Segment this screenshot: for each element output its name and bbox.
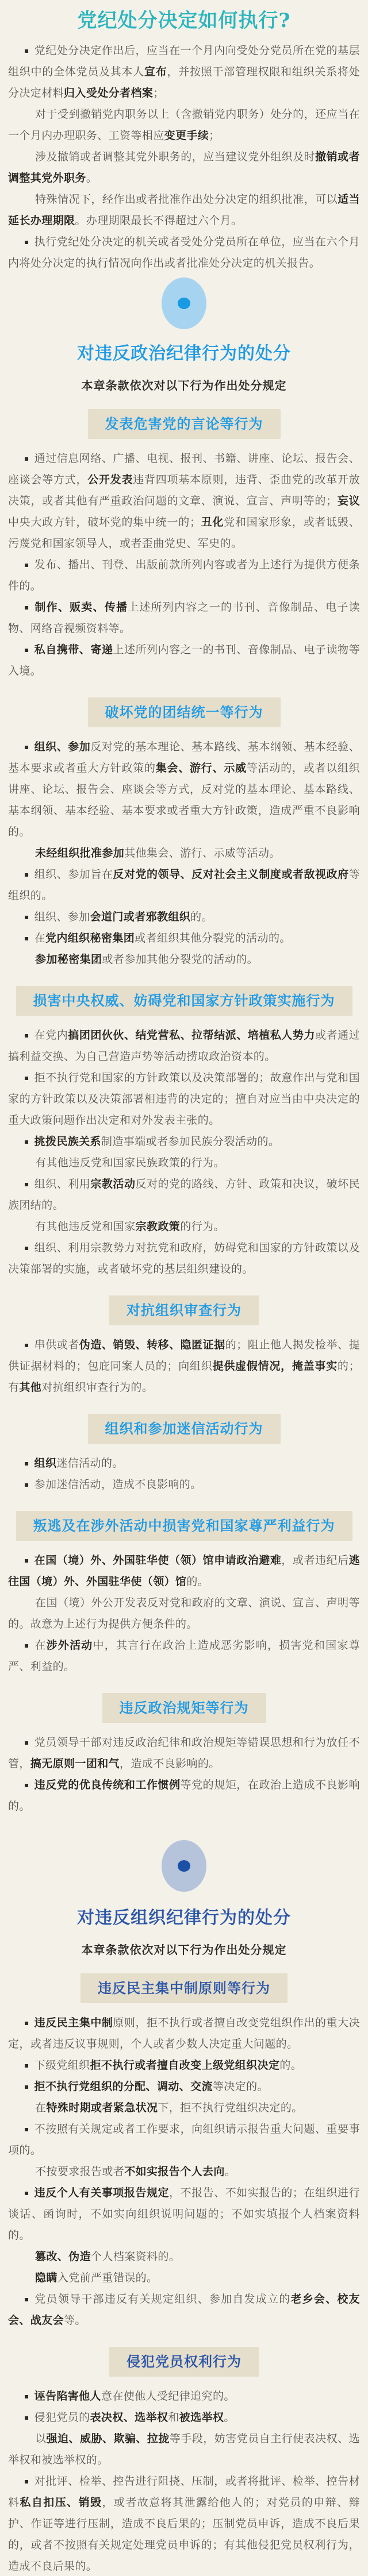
paragraph: ▪ 拒不执行党组织的分配、调动、交流等决定的。 <box>24 2080 269 2093</box>
chapter-subtitle: 本章条款依次对以下行为作出处分规定 <box>81 379 287 392</box>
paragraph: ▪ 组织、利用宗教活动反对的党的路线、方针、政策和决议，破坏民族团结的。 <box>8 1178 360 1212</box>
paragraph: 未经组织批准参加其他集会、游行、示威等活动。 <box>35 847 281 859</box>
bullet-square-icon: ▪ <box>24 2392 29 2400</box>
paragraph: 对于受到撤销党内职务以上（含撤销党内职务）处分的，还应当在一个月内办理职务、工资等相应变更手续； <box>8 108 360 142</box>
paragraph: ▪ 执行党纪处分决定的机关或者受处分党员所在单位，应当在六个月内将处分决定的执行情况向作出或者批准处分决定的机关报告。 <box>8 236 360 269</box>
group-heading: 叛逃及在涉外活动中损害党和国家尊严利益行为 <box>16 1511 352 1541</box>
paragraph: 不按要求报告或者不如实报告个人去向。 <box>35 2165 236 2178</box>
paragraph: ▪ 违反个人有关事项报告规定，不报告、不如实报告的；在组织进行谈话、函询时，不如实向组织说明问题的；不如实填报个人档案资料的。 <box>8 2186 360 2242</box>
paragraph: ▪ 在党内搞团团伙伙、结党营私、拉帮结派、培植私人势力或者通过搞利益交换、为自己营造声势等活动捞取政治资本的。 <box>8 1029 360 1063</box>
bullet-square-icon: ▪ <box>24 913 29 921</box>
paragraph: ▪ 党员领导干部违反有关规定组织、参加自发成立的老乡会、校友会、战友会等。 <box>8 2293 360 2327</box>
bullet-square-icon: ▪ <box>24 2125 29 2133</box>
bullet-square-icon: ▪ <box>24 1074 29 1082</box>
group-heading: 发表危害党的言论等行为 <box>88 409 281 439</box>
chapters-section <box>8 277 360 2576</box>
chapter-title: 对违反组织纪律行为的处分 <box>77 1908 291 1928</box>
paragraph: ▪ 在党内组织秘密集团或者组织其他分裂党的活动的。 <box>24 932 291 944</box>
paragraph: 有其他违反党和国家宗教政策的行为。 <box>35 1220 225 1233</box>
paragraph: 特殊情况下，经作出或者批准作出处分决定的组织批准，可以适当延长办理期限。办理期限最长不得超过六个月。 <box>8 193 360 227</box>
paragraph: ▪ 通过信息网络、广播、电视、报刊、书籍、讲座、论坛、报告会、座谈会等方式，公开发表违背四项基本原则，违背、歪曲党的改革开放决策，或者其他有严重政治问题的文章、演说、宣言、声明等的；妄议中央大政方针，破坏党的集中统一的；丑化党和国家形象，或者诋毁、污蔑党和国家领导人，或者歪曲党史、军史的。 <box>8 452 360 550</box>
bullet-square-icon: ▪ <box>24 1180 29 1188</box>
paragraph: ▪ 制作、贩卖、传播上述所列内容之一的书刊、音像制品、电子读物、网络音视频资料等。 <box>8 601 360 635</box>
paragraph: ▪ 党纪处分决定作出后，应当在一个月内向受处分党员所在党的基层组织中的全体党员及其本人宣布，并按照干部管理权限和组织关系将处分决定材料归入受处分者档案； <box>8 44 360 99</box>
bullet-square-icon: ▪ <box>24 561 29 569</box>
chapter-subtitle: 本章条款依次对以下行为作出处分规定 <box>81 1943 287 1957</box>
paragraph: ▪ 对批评、检举、控告进行阻挠、压制，或者将批评、检举、控告材料私自扣压、销毁，或者故意将其泄露给他人的；对党员的申辩、辩护、作证等进行压制，造成不良后果的；压制党员申诉，造成不良后果的，或者不按照有关规定处理党员申诉的；有其他侵犯党员权利行为，造成不良后果的。 <box>8 2475 360 2573</box>
paragraph: 涉及撤销或者调整其党外职务的，应当建议党外组织及时撤销或者调整其党外职务。 <box>8 151 360 184</box>
bullet-square-icon: ▪ <box>24 1641 30 1649</box>
paragraph: ▪ 串供或者伪造、销毁、转移、隐匿证据的；阻止他人揭发检举、提供证据材料的；包庇同案人员的；向组织提供虚假情况，掩盖事实的；有其他对抗组织审查行为的。 <box>8 1339 360 1394</box>
group-heading: 违反政治规矩等行为 <box>102 1693 266 1723</box>
bullet-square-icon: ▪ <box>24 1137 29 1146</box>
paragraph: ▪ 组织、利用宗教势力对抗党和政府，妨碍党和国家的方针政策以及决策部署的实施，或者破坏党的基层组织建设的。 <box>8 1241 360 1275</box>
bullet-square-icon: ▪ <box>24 2189 29 2197</box>
bullet-square-icon: ▪ <box>24 934 29 942</box>
paragraph: 篡改、伪造个人档案资料的。 <box>35 2250 181 2263</box>
bullet-square-icon: ▪ <box>24 2061 29 2069</box>
paragraph: ▪ 下级党组织拒不执行或者擅自改变上级党组织决定的。 <box>24 2059 302 2072</box>
bullet-square-icon: ▪ <box>24 1781 29 1789</box>
paragraph: ▪ 组织、参加反对党的基本理论、基本路线、基本纲领、基本经验、基本要求或者重大方针政策的集会、游行、示威等活动的，或者以组织讲座、论坛、报告会、座谈会等方式，反对党的基本理论、基本路线、基本纲领、基本经验、基本要求或者重大方针政策，造成严重不良影响的。 <box>8 741 361 838</box>
bullet-square-icon: ▪ <box>24 603 30 611</box>
bullet-square-icon: ▪ <box>24 646 29 654</box>
page-title: 党纪处分决定如何执行? <box>77 9 291 32</box>
bullet-square-icon: ▪ <box>24 1480 29 1488</box>
group-heading: 违反民主集中制原则等行为 <box>80 1973 288 2003</box>
bullet-square-icon: ▪ <box>24 47 29 55</box>
group-heading: 对抗组织审查行为 <box>109 1295 259 1325</box>
bullet-square-icon: ▪ <box>24 743 29 751</box>
paragraph: 在国（境）外公开发表反对党和政府的文章、演说、宣言、声明等的。故意为上述行为提供方便条件的。 <box>8 1596 360 1630</box>
paragraph: ▪ 发布、播出、刊登、出版前款所列内容或者为上述行为提供方便条件的。 <box>8 558 360 592</box>
group-heading: 侵犯党员权利行为 <box>109 2347 259 2377</box>
bullet-square-icon: ▪ <box>24 1556 29 1564</box>
bullet-square-icon: ▪ <box>24 1459 29 1467</box>
paragraph: ▪ 在涉外活动中，其言行在政治上造成恶劣影响，损害党和国家尊严、利益的。 <box>8 1639 360 1673</box>
paragraph: ▪ 组织迷信活动的。 <box>24 1457 124 1470</box>
inner-dot <box>178 298 190 309</box>
bullet-square-icon: ▪ <box>24 1341 29 1349</box>
intro-section <box>8 40 360 274</box>
paragraph: 以强迫、威胁、欺骗、拉拢等手段，妨害党员自主行使表决权、选举权和被选举权的。 <box>8 2432 361 2466</box>
bullet-square-icon: ▪ <box>24 870 29 878</box>
paragraph: ▪ 拒不执行党和国家的方针政策以及决策部署的；故意作出与党和国家的方针政策以及决策部署相违背的决定的；擅自对应当由中央决定的重大政策问题作出决定和对外发表主张的。 <box>8 1071 360 1127</box>
paragraph: ▪ 挑拨民族关系制造事端或者参加民族分裂活动的。 <box>24 1135 280 1148</box>
paragraph: ▪ 组织、参加旨在反对党的领导、反对社会主义制度或者敌视政府等组织的。 <box>8 868 360 902</box>
paragraph: ▪ 私自携带、寄递上述所列内容之一的书刊、音像制品、电子读物等入境。 <box>8 643 360 677</box>
bullet-square-icon: ▪ <box>24 1244 29 1252</box>
paragraph: 隐瞒入党前严重错误的。 <box>35 2272 158 2284</box>
paragraph: 在特殊时期或者紧急状况下，拒不执行党组织决定的。 <box>35 2101 303 2114</box>
group-heading: 损害中央权威、妨碍党和国家方针政策实施行为 <box>16 986 352 1016</box>
paragraph: 有其他违反党和国家民族政策的行为。 <box>35 1156 225 1169</box>
inner-dot <box>178 1860 190 1872</box>
dot-circle-icon <box>162 1840 206 1892</box>
group-heading: 破坏党的团结统一等行为 <box>88 697 281 727</box>
paragraph: ▪ 组织、参加会道门或者邪教组织的。 <box>24 911 213 923</box>
dot-circle-icon <box>162 277 206 329</box>
paragraph: ▪ 参加迷信活动，造成不良影响的。 <box>24 1478 202 1491</box>
paragraph: ▪ 违反民主集中制原则，拒不执行或者擅自改变党组织作出的重大决定，或者违反议事规则，个人或者少数人决定重大问题的。 <box>8 2016 360 2050</box>
bullet-square-icon: ▪ <box>24 2413 29 2421</box>
paragraph: ▪ 党员领导干部对违反政治纪律和政治规矩等错误思想和行为放任不管，搞无原则一团和气，造成不良影响的。 <box>8 1736 360 1770</box>
group-heading: 组织和参加迷信活动行为 <box>88 1414 281 1444</box>
bullet-square-icon: ▪ <box>24 238 29 246</box>
chapter-title: 对违反政治纪律行为的处分 <box>77 344 291 364</box>
bullet-square-icon: ▪ <box>24 1738 29 1746</box>
bullet-square-icon: ▪ <box>24 2083 29 2091</box>
paragraph: 参加秘密集团或者参加其他分裂党的活动的。 <box>35 953 259 966</box>
bullet-square-icon: ▪ <box>24 2295 30 2303</box>
paragraph: ▪ 侵犯党员的表决权、选举权和被选举权。 <box>24 2411 235 2424</box>
bullet-square-icon: ▪ <box>24 2477 29 2485</box>
paragraph: ▪ 不按照有关规定或者工作要求，向组织请示报告重大问题、重要事项的。 <box>8 2123 360 2157</box>
bullet-square-icon: ▪ <box>24 454 29 462</box>
bullet-square-icon: ▪ <box>24 1031 29 1039</box>
paragraph: ▪ 在国（境）外、外国驻华使（领）馆申请政治避难，或者违纪后逃往国（境）外、外国驻华使（领）馆的。 <box>8 1554 360 1588</box>
paragraph: ▪ 违反党的优良传统和工作惯例等党的规矩，在政治上造成不良影响的。 <box>8 1779 360 1813</box>
bullet-square-icon: ▪ <box>24 2019 29 2027</box>
paragraph: ▪ 诬告陷害他人意在使他人受纪律追究的。 <box>24 2390 235 2403</box>
